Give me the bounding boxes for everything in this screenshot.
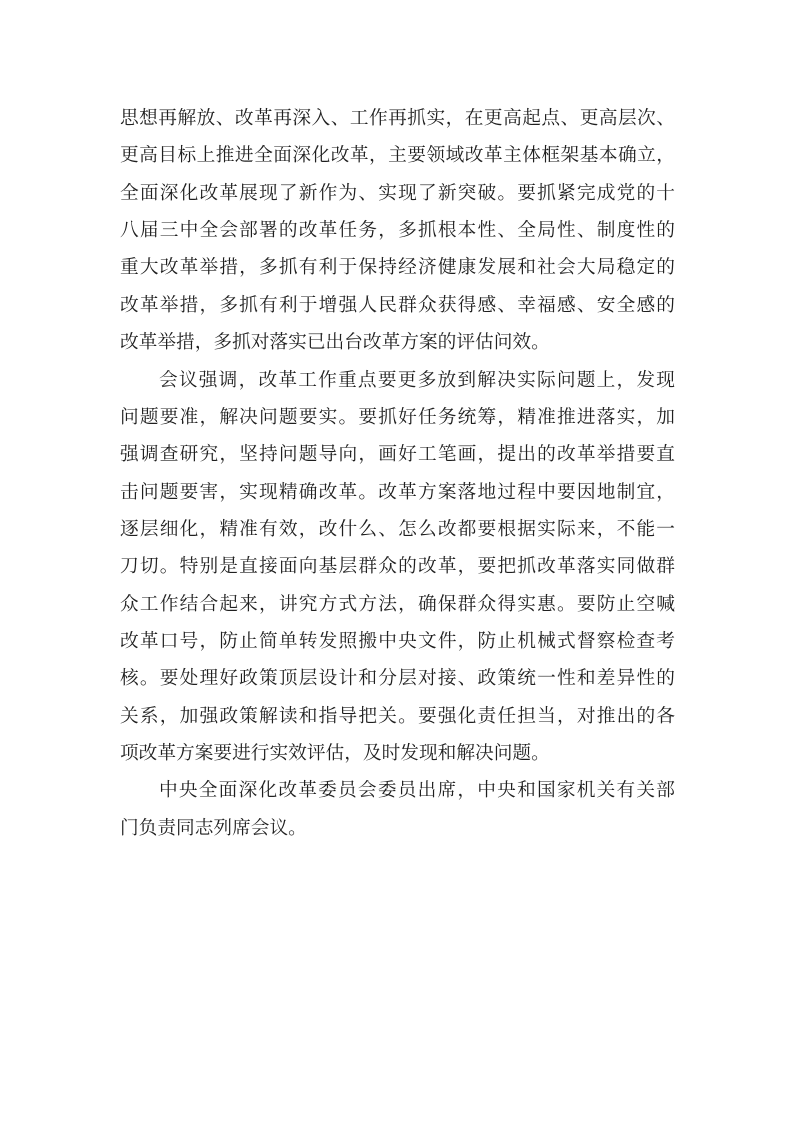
text-line: 更高目标上推进全面深化改革，主要领域改革主体框架基本确立， <box>120 145 675 167</box>
text-line: 问题要准，解决问题要实。要抓好任务统筹，精准推进落实，加 <box>120 406 675 428</box>
paragraph <box>120 772 675 847</box>
text-line: 项改革方案要进行实效评估，及时发现和解决问题。 <box>120 743 550 765</box>
text-line: 关系，加强政策解读和指导把关。要强化责任担当，对推出的各 <box>120 705 675 727</box>
text-line: 思想再解放、改革再深入、工作再抓实，在更高起点、更高层次、 <box>120 108 675 129</box>
text-line: 逐层细化，精准有效，改什么、怎么改都要根据实际来，不能一 <box>120 518 675 540</box>
text-line: 强调查研究，坚持问题导向，画好工笔画，提出的改革举措要直 <box>120 444 675 466</box>
text-line: 改革举措，多抓对落实已出台改革方案的评估问效。 <box>120 332 550 354</box>
text-line: 众工作结合起来，讲究方式方法，确保群众得实惠。要防止空喊 <box>120 593 675 615</box>
text-line: 击问题要害，实现精确改革。改革方案落地过程中要因地制宜， <box>120 481 675 503</box>
text-line: 核。要处理好政策顶层设计和分层对接、政策统一性和差异性的 <box>120 668 675 690</box>
text-line: 改革口号，防止简单转发照搬中央文件，防止机械式督察检查考 <box>120 631 675 653</box>
text-line: 刀切。特别是直接面向基层群众的改革，要把抓改革落实同做群 <box>120 556 675 578</box>
paragraph <box>120 100 675 362</box>
text-line: 会议强调，改革工作重点要更多放到解决实际问题上，发现 <box>159 369 675 391</box>
text-line: 八届三中全会部署的改革任务，多抓根本性、全局性、制度性的 <box>120 220 675 242</box>
text-line: 门负责同志列席会议。 <box>120 817 307 839</box>
text-line: 改革举措，多抓有利于增强人民群众获得感、幸福感、安全感的 <box>120 294 675 316</box>
text-line: 全面深化改革展现了新作为、实现了新突破。要抓紧完成党的十 <box>120 182 675 204</box>
text-line: 中央全面深化改革委员会委员出席，中央和国家机关有关部 <box>159 780 675 802</box>
text-line: 重大改革举措，多抓有利于保持经济健康发展和社会大局稳定的 <box>120 257 675 279</box>
paragraph <box>120 362 675 773</box>
